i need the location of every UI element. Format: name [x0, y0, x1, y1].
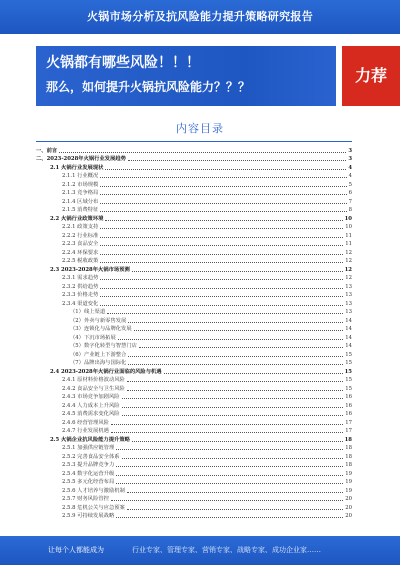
toc-entry[interactable] — [36, 375, 352, 384]
toc-entry[interactable] — [36, 307, 352, 316]
toc-entry-page: 15 — [344, 368, 352, 375]
toc-leader-dots — [100, 203, 346, 204]
toc-entry-page: 15 — [345, 385, 352, 392]
toc-leader-dots — [111, 432, 343, 433]
toc-entry[interactable] — [36, 205, 352, 214]
toc-leader-dots — [116, 466, 343, 467]
banner-headline: 火锅都有哪些风险！！！ — [46, 55, 200, 71]
toc-leader-dots — [132, 441, 343, 442]
footer-bar — [0, 536, 400, 565]
toc-entry-page: 11 — [345, 241, 352, 247]
toc-leader-dots — [100, 279, 343, 280]
toc-entry-label: 2.4.4 人力成本上升风险 — [62, 402, 120, 409]
toc-entry[interactable] — [36, 341, 352, 350]
toc-entry[interactable] — [36, 324, 352, 333]
toc-title: 内容目录 — [176, 122, 224, 135]
toc-entry-label: 2.4.3 市场竞争加剧风险 — [62, 394, 120, 400]
toc-entry-label: 2.4.1 原材料价格波动风险 — [62, 377, 125, 383]
toc-entry-label: 2.4.5 消费需求变化风险 — [62, 411, 120, 417]
toc-entry-page: 15 — [345, 351, 352, 358]
toc-entry-page: 18 — [345, 453, 352, 460]
toc-entry-label: 2.1.4 区域分布 — [62, 198, 99, 205]
toc-leader-dots — [105, 169, 346, 170]
toc-entry[interactable] — [36, 477, 352, 486]
toc-leader-dots — [100, 194, 346, 195]
toc-leader-dots — [116, 517, 343, 518]
toc-entry[interactable] — [36, 502, 352, 511]
toc-entry-page: 16 — [345, 411, 352, 417]
toc-entry-page: 14 — [345, 334, 352, 341]
toc-entry[interactable] — [36, 230, 352, 239]
toc-entry-page: 5 — [348, 181, 352, 188]
toc-entry[interactable] — [36, 460, 352, 469]
toc-entry-label: 2.5.9 可持续发展战略 — [62, 513, 115, 519]
toc-leader-dots — [164, 373, 343, 374]
toc-entry[interactable] — [36, 400, 352, 409]
toc-leader-dots — [100, 288, 343, 289]
toc-entry[interactable] — [36, 290, 352, 299]
toc-entry-page: 15 — [345, 360, 352, 366]
toc-entry-label: 2.3.2 供给趋势 — [62, 283, 99, 290]
toc-divider — [36, 141, 352, 142]
toc-entry-label: 2.1 火锅行业发展现状 — [50, 164, 104, 171]
toc-entry-page: 7 — [348, 198, 352, 205]
toc-entry[interactable] — [36, 426, 352, 435]
toc-entry[interactable] — [36, 213, 352, 222]
toc-entry[interactable] — [36, 511, 352, 520]
toc-entry-label: 2.3.1 需求趋势 — [62, 275, 99, 281]
toc-entry[interactable] — [36, 179, 352, 188]
toc-leader-dots — [111, 424, 343, 425]
toc-entry[interactable] — [36, 358, 352, 367]
report-title: 火锅市场分析及抗风险能力提升策略研究报告 — [87, 10, 313, 23]
toc-entry-page: 13 — [345, 300, 352, 307]
toc-entry[interactable] — [36, 409, 352, 418]
toc-entry[interactable] — [36, 485, 352, 494]
table-of-contents — [36, 145, 352, 535]
toc-entry-label: 2.1.5 消费特征 — [62, 207, 99, 213]
toc-entry-label: （2）外卖与新零售发展 — [70, 317, 127, 324]
toc-leader-dots — [111, 500, 343, 501]
toc-entry-label: 2.2.2 行业标准 — [62, 232, 99, 239]
promo-banner — [36, 46, 336, 106]
toc-entry[interactable] — [36, 256, 352, 265]
toc-entry-label: 一、前言 — [36, 147, 58, 154]
toc-entry-page: 10 — [344, 215, 352, 222]
toc-entry-page: 19 — [345, 479, 352, 485]
toc-entry[interactable] — [36, 332, 352, 341]
toc-leader-dots — [134, 330, 344, 331]
toc-entry-label: 2.2 火锅行业政策环境 — [50, 215, 104, 222]
toc-leader-dots — [122, 415, 344, 416]
toc-entry-label: （6）产业链上下游整合 — [70, 351, 127, 358]
toc-entry-page: 16 — [345, 402, 352, 409]
toc-leader-dots — [100, 228, 343, 229]
toc-entry[interactable] — [36, 273, 352, 282]
toc-entry-page: 12 — [344, 266, 352, 273]
toc-leader-dots — [100, 245, 343, 246]
toc-entry-page: 4 — [348, 173, 352, 179]
toc-entry-page: 3 — [348, 147, 352, 154]
toc-entry-page: 14 — [345, 326, 352, 332]
toc-entry-page: 3 — [348, 156, 352, 162]
toc-entry-label: 2.1.3 竞争格局 — [62, 190, 99, 196]
toc-entry-page: 13 — [345, 292, 352, 298]
toc-leader-dots — [100, 254, 343, 255]
toc-entry[interactable] — [36, 188, 352, 197]
toc-entry-page: 11 — [345, 232, 352, 239]
toc-leader-dots — [116, 475, 343, 476]
toc-entry-label: 2.2.1 政策支持 — [62, 224, 99, 230]
toc-leader-dots — [128, 364, 343, 365]
toc-entry-label: 2.4.2 食品安全与卫生风险 — [62, 385, 125, 392]
toc-entry[interactable] — [36, 239, 352, 248]
toc-entry[interactable] — [36, 154, 352, 163]
toc-entry-label: 2.4.7 行业发展机遇 — [62, 428, 109, 434]
toc-entry-label: 2.3.4 渠道变化 — [62, 300, 99, 307]
toc-leader-dots — [128, 322, 343, 323]
toc-entry-label: 2.1.1 行业概况 — [62, 173, 99, 179]
toc-leader-dots — [100, 262, 343, 263]
toc-entry-label: 2.2.3 食品安全 — [62, 241, 99, 247]
toc-leader-dots — [127, 492, 343, 493]
toc-leader-dots — [100, 296, 343, 297]
toc-entry-label: 2.3.3 价格走势 — [62, 292, 99, 298]
toc-entry-page: 14 — [345, 317, 352, 324]
toc-entry-page: 16 — [345, 394, 352, 400]
toc-entry[interactable] — [36, 281, 352, 290]
toc-entry[interactable] — [36, 145, 352, 154]
toc-leader-dots — [132, 271, 343, 272]
toc-entry-label: 二、2023-2028年火锅行业发展趋势 — [36, 156, 126, 162]
toc-leader-dots — [107, 313, 343, 314]
footer-tagline: 行业专家、管理专家、营销专家、战略专家、成功企业家…… — [132, 546, 321, 554]
toc-entry[interactable] — [36, 494, 352, 503]
toc-entry-label: 2.5.1 加强供应链管理 — [62, 445, 115, 451]
toc-entry[interactable] — [36, 196, 352, 205]
toc-leader-dots — [122, 398, 344, 399]
toc-leader-dots — [105, 220, 342, 221]
toc-entry-page: 18 — [344, 436, 352, 443]
toc-entry-label: （4）下沉市场拓展 — [70, 334, 116, 341]
toc-leader-dots — [100, 177, 346, 178]
banner-subheadline: 那么，如何提升火锅抗风险能力？？？ — [46, 80, 251, 94]
toc-entry-label: 2.4 2023-2028年火锅行业面临的风险与机遇 — [50, 368, 162, 375]
toc-entry-page: 20 — [345, 513, 352, 519]
toc-entry[interactable] — [36, 298, 352, 307]
toc-entry-page: 6 — [348, 190, 352, 196]
toc-entry-page: 13 — [345, 283, 352, 290]
toc-leader-dots — [127, 509, 343, 510]
toc-leader-dots — [128, 356, 343, 357]
toc-entry-label: 2.2.5 税收政策 — [62, 258, 99, 264]
toc-entry-label: 2.4.6 经营管理风险 — [62, 419, 109, 426]
footer-slogan: 让每个人都能成为 — [48, 546, 104, 554]
toc-entry-label: 2.5.7 财务风险管控 — [62, 496, 109, 502]
toc-entry-label: （1）线上渠道 — [70, 309, 106, 315]
toc-leader-dots — [118, 339, 344, 340]
toc-entry-label: 2.5 火锅企业抗风险能力提升策略 — [50, 436, 130, 443]
toc-entry-page: 15 — [345, 377, 352, 383]
toc-leader-dots — [100, 305, 343, 306]
toc-entry-page: 10 — [345, 224, 352, 230]
toc-entry-page: 17 — [345, 428, 352, 434]
toc-leader-dots — [116, 449, 343, 450]
toc-leader-dots — [100, 186, 346, 187]
toc-entry[interactable] — [36, 222, 352, 231]
toc-leader-dots — [59, 152, 346, 153]
toc-entry-label: 2.5.8 危机公关与应急预案 — [62, 504, 125, 511]
toc-leader-dots — [127, 381, 343, 382]
toc-entry[interactable] — [36, 264, 352, 273]
toc-entry-label: 2.5.3 提升品牌竞争力 — [62, 462, 115, 468]
toc-entry[interactable] — [36, 417, 352, 426]
toc-entry-page: 13 — [345, 309, 352, 315]
toc-entry-page: 19 — [345, 470, 352, 477]
recommend-badge-label: 力荐 — [354, 66, 387, 85]
toc-entry[interactable] — [36, 434, 352, 443]
toc-leader-dots — [116, 483, 343, 484]
toc-leader-dots — [139, 347, 343, 348]
toc-entry-page: 4 — [348, 164, 352, 171]
toc-leader-dots — [122, 458, 344, 459]
toc-entry-label: 2.5.4 数字化运营升级 — [62, 470, 115, 477]
toc-entry[interactable] — [36, 315, 352, 324]
toc-entry-label: （3）连锁化与品牌化发展 — [70, 326, 132, 332]
toc-entry-page: 8 — [348, 207, 352, 213]
toc-entry-page: 12 — [345, 275, 352, 281]
toc-entry[interactable] — [36, 366, 352, 375]
toc-entry[interactable] — [36, 162, 352, 171]
toc-entry[interactable] — [36, 247, 352, 256]
toc-entry-page: 19 — [345, 487, 352, 494]
toc-entry[interactable] — [36, 468, 352, 477]
recommend-badge — [342, 46, 400, 106]
toc-entry[interactable] — [36, 443, 352, 452]
toc-entry-page: 12 — [345, 249, 352, 256]
toc-entry-label: 2.1.2 市场规模 — [62, 181, 99, 188]
toc-entry[interactable] — [36, 383, 352, 392]
toc-entry[interactable] — [36, 349, 352, 358]
toc-entry[interactable] — [36, 392, 352, 401]
toc-entry[interactable] — [36, 171, 352, 180]
toc-entry-label: 2.2.4 环保要求 — [62, 249, 99, 256]
toc-leader-dots — [100, 237, 343, 238]
toc-leader-dots — [122, 407, 344, 408]
toc-leader-dots — [100, 211, 346, 212]
toc-leader-dots — [127, 390, 343, 391]
toc-entry-page: 14 — [345, 343, 352, 349]
toc-entry-page: 20 — [345, 496, 352, 502]
toc-entry[interactable] — [36, 451, 352, 460]
toc-entry-label: （7）品牌出海与国际化 — [70, 360, 127, 366]
toc-entry-page: 17 — [345, 419, 352, 426]
toc-entry-label: 2.5.2 完善食品安全体系 — [62, 453, 120, 460]
toc-entry-page: 12 — [345, 258, 352, 264]
toc-entry-page: 18 — [345, 462, 352, 468]
toc-leader-dots — [128, 160, 346, 161]
toc-entry-label: 2.3 2023-2028年火锅市场预测 — [50, 266, 130, 273]
toc-entry-label: （5）数字化转型与智慧门店 — [70, 343, 137, 349]
toc-entry-label: 2.5.6 人才培养与激励机制 — [62, 487, 125, 494]
toc-entry-label: 2.5.5 多元化经营布局 — [62, 479, 115, 485]
toc-entry-page: 18 — [345, 445, 352, 451]
toc-entry-page: 20 — [345, 504, 352, 511]
